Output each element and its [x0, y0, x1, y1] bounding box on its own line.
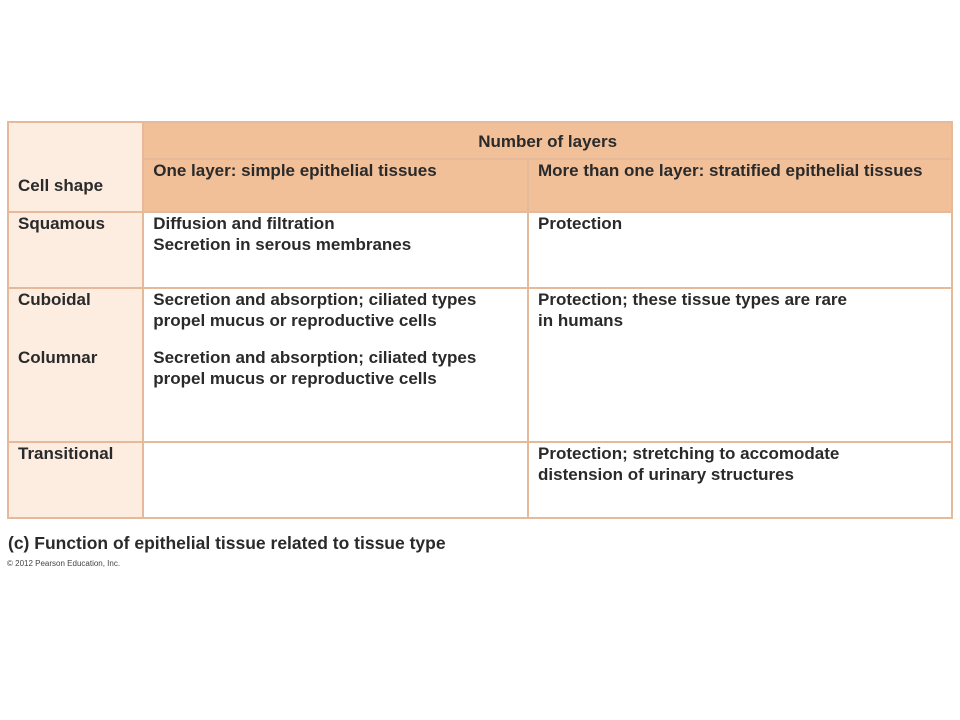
simple-cell-empty	[143, 442, 528, 518]
table-row	[8, 212, 952, 288]
shape-label: Transitional	[18, 444, 114, 463]
cell-text-line: Secretion and absorption; ciliated types	[153, 290, 477, 309]
stratified-cell	[528, 288, 952, 442]
corner-cell	[8, 122, 143, 212]
stratified-cell	[528, 442, 952, 518]
cell-text-line: Diffusion and filtration	[153, 214, 335, 233]
table-header-row-columns	[8, 159, 952, 212]
simple-column-header: One layer: simple epithelial tissues	[143, 159, 528, 212]
cell-text-line: Protection; stretching to accomodate	[538, 444, 840, 463]
shape-label: Cuboidal	[18, 290, 91, 309]
epithelial-function-table	[7, 121, 953, 519]
copyright-notice: © 2012 Pearson Education, Inc.	[7, 559, 121, 568]
cell-text-line: Protection; these tissue types are rare	[538, 290, 847, 309]
stratified-column-header: More than one layer: stratified epithelial tissues	[528, 159, 952, 212]
table-header-row-layers	[8, 122, 952, 159]
row-label-cuboidal-columnar	[8, 288, 143, 442]
cell-text-line: Secretion and absorption; ciliated types	[153, 348, 477, 367]
table-row	[8, 442, 952, 518]
table-row	[8, 288, 952, 442]
row-label-squamous	[8, 212, 143, 288]
cell-shape-header: Cell shape	[18, 176, 104, 195]
simple-cell	[143, 212, 528, 288]
cell-text-line: Secretion in serous membranes	[153, 235, 412, 254]
shape-label: Columnar	[18, 348, 98, 367]
simple-cell	[143, 288, 528, 442]
cell-text-line: in humans	[538, 311, 624, 330]
number-of-layers-header: Number of layers	[143, 122, 952, 159]
cell-text-line: propel mucus or reproductive cells	[153, 311, 437, 330]
cell-text-line: distension of urinary structures	[538, 465, 795, 484]
cell-text-line: propel mucus or reproductive cells	[153, 369, 437, 388]
cell-text-line: Protection	[538, 214, 623, 233]
figure-caption: (c) Function of epithelial tissue related to tissue type	[8, 533, 446, 553]
shape-label: Squamous	[18, 214, 105, 233]
stratified-cell	[528, 212, 952, 288]
row-label-transitional	[8, 442, 143, 518]
